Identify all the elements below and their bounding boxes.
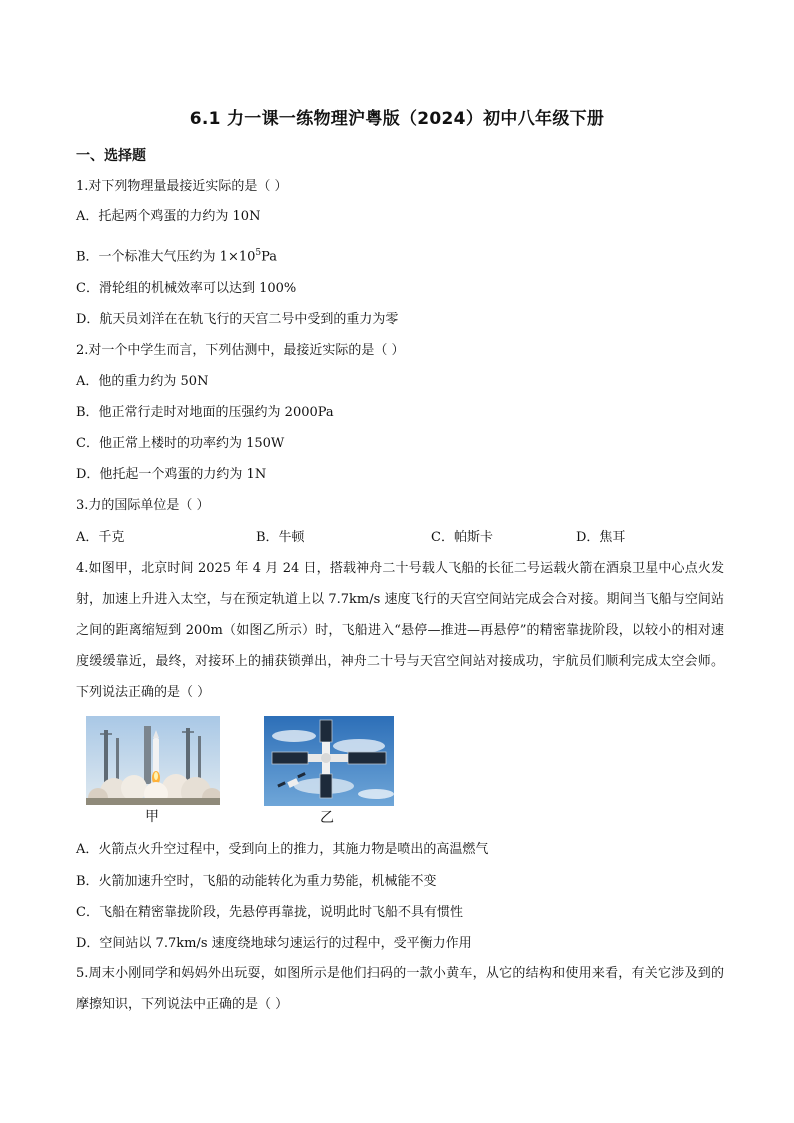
question-2-option-a: A．他的重力约为 50N bbox=[76, 374, 209, 389]
rocket-launch-image bbox=[86, 716, 220, 805]
question-2-option-b: B．他正常行走时对地面的压强约为 2000Pa bbox=[76, 405, 334, 420]
question-3-stem: 3.力的国际单位是（ ） bbox=[76, 498, 210, 513]
question-5-stem: 5.周末小刚同学和妈妈外出玩耍，如图所示是他们扫码的一款小黄车，从它的结构和使用来看，有关它涉及到的摩擦知识，下列说法中正确的是（ ） bbox=[76, 966, 724, 1012]
question-3-option-a: A．千克 bbox=[76, 530, 125, 545]
option-b-unit: Pa bbox=[261, 249, 278, 265]
question-2-option-c: C．他正常上楼时的功率约为 150W bbox=[76, 436, 285, 451]
question-1-option-d: D．航天员刘洋在在轨飞行的天宫二号中受到的重力为零 bbox=[76, 312, 399, 327]
question-1-option-a: A．托起两个鸡蛋的力约为 10N bbox=[76, 209, 261, 224]
question-3-option-b: B．牛顿 bbox=[256, 530, 305, 545]
question-4-stem: 4.如图甲，北京时间 2025 年 4 月 24 日，搭载神舟二十号载人飞船的长征二号运载火箭在酒泉卫星中心点火发射，加速上升进入太空，与在预定轨道上以 7.7km/s 速度飞行的天宫空间站完成会合对接。期间当飞船与空间站之间的距离缩短到 200m（如图乙所示）时，飞船进入“悬停—推进—再悬停”的精密靠拢阶段，以较小的相对速度缓缓靠近，最终，对接环上的捕获锁弹出，神舟二十号与天宫空间站对接成功，宇航员们顺利完成太空会师。下列说法正确的是（ ） bbox=[76, 561, 724, 700]
question-1-stem: 1.对下列物理量最接近实际的是（ ） bbox=[76, 179, 288, 194]
question-4-option-c: C．飞船在精密靠拢阶段，先悬停再靠拢，说明此时飞船不具有惯性 bbox=[76, 905, 463, 920]
question-4-option-b: B．火箭加速升空时，飞船的动能转化为重力势能，机械能不变 bbox=[76, 874, 437, 889]
exponent: 5 bbox=[255, 248, 262, 258]
question-4-option-a: A．火箭点火升空过程中，受到向上的推力，其施力物是喷出的高温燃气 bbox=[76, 842, 489, 857]
question-3-option-c: C．帕斯卡 bbox=[431, 530, 493, 545]
space-station-image bbox=[264, 716, 394, 806]
figure-caption-yi: 乙 bbox=[320, 810, 334, 826]
question-2-stem: 2.对一个中学生而言，下列估测中，最接近实际的是（ ） bbox=[76, 343, 405, 358]
question-1-option-c: C．滑轮组的机械效率可以达到 100% bbox=[76, 281, 297, 296]
question-4-option-d: D．空间站以 7.7km/s 速度绕地球匀速运行的过程中，受平衡力作用 bbox=[76, 936, 472, 951]
figure-caption-jia: 甲 bbox=[145, 809, 159, 825]
question-1-option-b bbox=[76, 243, 277, 267]
question-3-option-d: D．焦耳 bbox=[576, 530, 626, 545]
question-2-option-d: D．他托起一个鸡蛋的力约为 1N bbox=[76, 467, 267, 482]
section-heading: 一、选择题 bbox=[76, 148, 146, 164]
document-title: 6.1 力一课一练物理沪粤版（2024）初中八年级下册 bbox=[189, 109, 605, 129]
option-b-text: B．一个标准大气压约为 1×10 bbox=[76, 249, 256, 265]
